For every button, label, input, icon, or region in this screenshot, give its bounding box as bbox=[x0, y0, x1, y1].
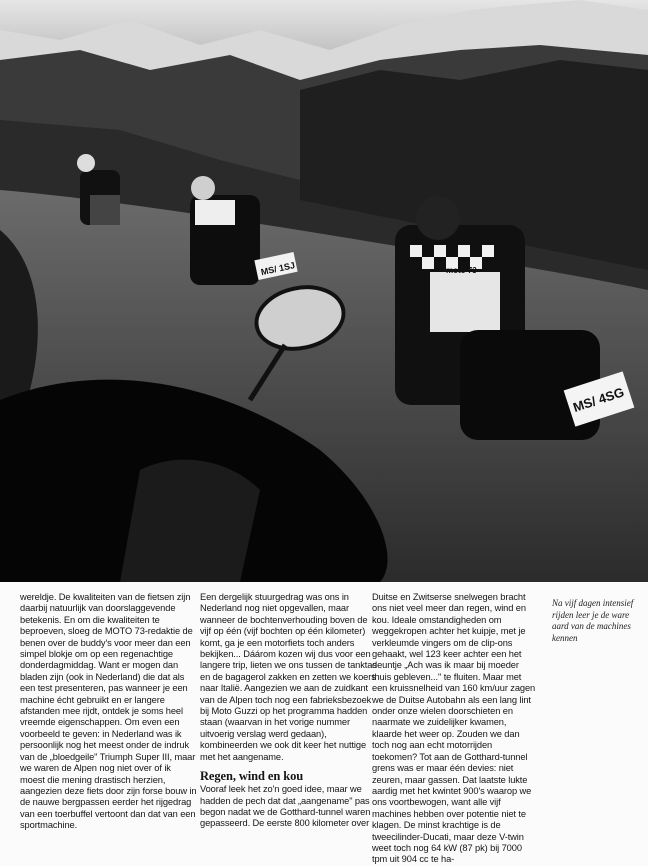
article-column-2 bbox=[200, 592, 378, 830]
article-text: Vooraf leek het zo'n goed idee, maar we hadden de pech dat dat „aangename" pas begon nadat we de Gotthard-tunnel waren gepasseerd. De eerste 800 kilometer over bbox=[200, 784, 371, 829]
article-column-1 bbox=[20, 592, 198, 832]
photo-caption: Na vijf dagen intensief rijden leer je de ware aard van de machines kennen bbox=[552, 598, 634, 643]
plate-near: MS/ 4SG bbox=[571, 384, 626, 415]
jacket-text: moto 73 bbox=[446, 266, 477, 275]
article-text: wereldje. De kwaliteiten van de fietsen zijn daarbij natuurlijk van doorslaggevende betekenis. En om die kwaliteiten te beproeven, sloeg de MOTO 73-redaktie de benen over de buddy's voor meer dan een simpel blokje om op een regenachtige donderdagmiddag. Want er mogen dan bladen zijn (ook in Nederland) die dat als een test presenteren, pas wanneer je een machine écht gebruikt en er langere afstanden mee rijdt, ontdek je soms heel vreemde eigenschappen. Om even een voorbeeld te geven: in Nederland was ik persoonlijk nog het meest onder de indruk van de „bloedgeile" Triumph Super III, maar we waren de Alpen nog niet over of ik moest die mening drastisch herzien, aangezien deze fiets door zijn forse bouw in de nauwe bergpassen eerder het rijgedrag van een toerbuffel vertoont dan dat van een sportmachine. bbox=[20, 592, 197, 831]
article-text: Duitse en Zwitserse snelwegen bracht ons niet veel meer dan regen, wind en kou. Ideale omstandigheden om weggekropen achter het kuipje, met je verkleumde vingers om de clip-ons gehaakt, wel 123 keer achter een het deuntje „Ach was ik maar bij moeder thuis gebleven..." te fluiten. Maar met een kruissnelheid van 160 km/uur zagen we de Duitse Autobahn als een lang lint onder onze wielen doorschieten en naarmate we zuidelijker kwamen, klaarde het weer op. Zouden we dan toch nog aan echt motorrijden toekomen? Tot aan de Gotthard-tunnel grens was er maar één devies: niet zeuren, maar gassen. Dat laatste lukte aardig met het kwintet 900's waarop we ons voortbewogen, want alle vijf machines hebben over potentie niet te klagen. De minst krachtige is de tweecilinder-Ducati, maar deze V-twin weet toch nog 64 kW (87 pk) bij 7000 tpm uit 904 cc te ha- bbox=[372, 592, 536, 865]
section-heading: Regen, wind en kou bbox=[200, 769, 304, 784]
plate-middle: MS/ 1SJ bbox=[259, 260, 296, 278]
article-column-3 bbox=[372, 592, 538, 866]
article-text: Een dergelijk stuurgedrag was ons in Nederland nog niet opgevallen, maar wanneer de bochtenverhouding boven de vijf op één (vijf bochten op één kilometer) komt, ga je een motorfiets toch anders bekijken... Dáárom kozen wij dus voor een langere trip, lieten we ons tussen de tanktas en de bagagerol zakken en zetten we koers naar Italië. Aangezien we aan de zuidkant van de Alpen toch nog een fabrieksbezoek bij Moto Guzzi op het programma hadden staan (waarvan in het vorige nummer uitvoerig verslag werd gedaan), kombineerden we ook dit keer het nuttige met het aangename. bbox=[200, 592, 377, 762]
